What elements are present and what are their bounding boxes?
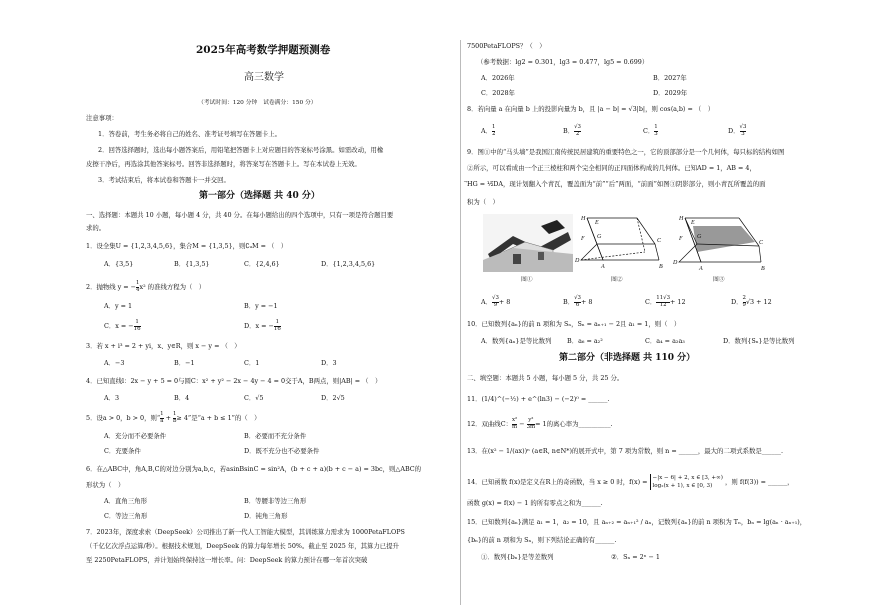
- q1-option-c: C．{2,4,6}: [244, 260, 280, 268]
- svg-text:A: A: [699, 266, 703, 272]
- q5-option-b: B．必要而不充分条件: [244, 432, 307, 440]
- q15-statement-1: ①．数列{bₙ}是等差数列: [481, 553, 554, 561]
- q10-option-d: D．数列{Sₙ}是等比数列: [723, 337, 795, 345]
- q5-option-d: D．既不充分也不必要条件: [244, 447, 320, 455]
- q9-line: 积为（ ）: [467, 198, 499, 206]
- part2-intro: 二、填空题：本题共 5 小题，每小题 5 分，共 25 分。: [467, 374, 624, 382]
- svg-text:B: B: [659, 264, 663, 270]
- q6-option-a: A．直角三角形: [104, 497, 147, 505]
- q2-stem: [86, 281, 205, 293]
- q13-stem: 13．在(x² − 1/(ax))ⁿ (a∈R, n∈N*)的展开式中，第 7 项为常数，则 n = ______，最大的二项式系数是______.: [467, 447, 783, 455]
- q3-option-c: C．1: [244, 359, 260, 367]
- q7-line: 至 2250PetaFLOPS，并计划始终保持这一增长率。问：DeepSeek 的算力预计在哪一年首次突破: [86, 556, 368, 564]
- q7-line: （千亿亿次浮点运算/秒）。根据技术规划，DeepSeek 的算力每年增长 50%。截止至 2025 年，其算力已提升: [86, 542, 399, 550]
- notes-item: 皮擦干净后，再选涂其他答案标号。回答非选择题时，将答案写在答题卡上。写在本试卷上无效。: [86, 160, 361, 168]
- notes-item: 3．考试结束后，将本试卷和答题卡一并交回。: [98, 176, 230, 184]
- q6-option-b: B．等腰非等边三角形: [244, 497, 307, 505]
- q4-stem: 4．已知直线l：2x − y + 5 = 0与圆C：x² + y² − 2x − 4y − 4 = 0交于A，B两点，则|AB| = （ ）: [86, 377, 382, 385]
- q6-stem-cont: 形状为（ ）: [86, 481, 125, 489]
- q4-option-c: C．√5: [244, 394, 264, 402]
- svg-text:D: D: [575, 258, 580, 264]
- q3-option-d: D．3: [321, 359, 337, 367]
- q7-line: 7500PetaFLOPS？（ ）: [467, 42, 546, 50]
- q4-option-b: B．4: [174, 394, 190, 402]
- exam-title: 2025年高考数学押题预测卷: [196, 44, 331, 56]
- q11-stem: 11．(1/4)^(−½) + e^(ln3) − (−2)⁰ = ______.: [467, 395, 610, 403]
- q6-stem: 6．在△ABC中，角A,B,C的对边分别为a,b,c，若asinBsinC = sin²A，(b + c + a)(b + c − a) = 3bc，则△ABC的: [86, 465, 422, 473]
- exam-subtitle: 高三数学: [244, 72, 284, 83]
- right-column: [463, 0, 835, 615]
- q9-option-d: D． $\frac{2}{9}$ √3 + 12: [731, 295, 772, 308]
- q7-reference-data: （参考数据：lg2 = 0.301，lg3 = 0.477，lg5 = 0.699）: [477, 58, 649, 66]
- q3-option-b: B．−1: [174, 359, 195, 367]
- q9-line: ⃗HG = ½⃗DA，现计划翻入个青瓦，覆盖面为“前”“后”两面，“前面”如图③阴影部分，则小青瓦所覆盖的面: [467, 180, 766, 188]
- q9-option-a: A． $\frac{√3}{9}$ + 8: [481, 295, 511, 308]
- q14-stem: 14．已知函数 f(x)是定义在R上的奇函数，当 x ≥ 0 时，f(x) = −|x − 6| + 2, x ∈ [3, +∞) log₂(x + 1), x ∈ [0, 3) ，则 f(f(3)) = ______，: [467, 475, 794, 489]
- q10-option-b: B．a₆ = a₂²: [567, 337, 603, 345]
- q10-option-c: C．a₄ = a₂a₃: [645, 337, 685, 345]
- q14-case-2: log₂(x + 1), x ∈ [0, 3): [652, 483, 713, 489]
- q2-option-a: A．y = 1: [104, 302, 133, 310]
- figure-2-caption: 图②: [611, 277, 623, 283]
- svg-text:H: H: [581, 216, 586, 222]
- q15-line: {bₙ}的前 n 项和为 Sₙ，则下列结论正确的有______.: [467, 536, 617, 544]
- q7-line: 7．2023年，深度求索（DeepSeek）公司推出了新一代人工智能大模型，其训练算力需求为 1000PetaFLOPS: [86, 528, 405, 536]
- svg-text:D: D: [673, 260, 678, 266]
- svg-text:H: H: [679, 216, 684, 222]
- q7-option-b: B．2027年: [653, 74, 687, 82]
- q7-option-d: D．2029年: [653, 89, 688, 97]
- q12-stem: 12．双曲线C： $\frac{\text{x²}}{m}$ − $\frac{\text{y²}}{3m}$ = 1的离心率为__________.: [467, 417, 613, 430]
- part1-intro: 一、选择题：本题共 10 小题，每小题 4 分，共 40 分。在每小题给出的四个选项中，只有一项是符合题目要: [86, 211, 394, 219]
- svg-text:E: E: [595, 220, 599, 226]
- q1-option-a: A．{3,5}: [104, 260, 134, 268]
- left-column: [86, 0, 458, 615]
- horse-head-wall-photo: [483, 214, 573, 272]
- svg-text:C: C: [657, 238, 662, 244]
- svg-text:A: A: [601, 264, 605, 270]
- q9-line: ②所示，可以看成由一个正三棱柱和两个完全相同的正四面体构成的几何体。已知AD = 1，AB = 4，: [467, 164, 756, 172]
- q6-option-c: C．等边三角形: [104, 512, 148, 520]
- svg-text:F: F: [581, 236, 585, 242]
- q9-option-c: C． $\frac{11√3}{12}$ + 12: [645, 295, 686, 308]
- notes-label: 注意事项：: [86, 114, 118, 122]
- figure-3-caption: 图③: [713, 277, 725, 283]
- q6-option-d: D．钝角三角形: [244, 512, 288, 520]
- q10-option-a: A．数列{aₙ}是等比数列: [481, 337, 552, 345]
- q3-stem: 3．若 x + i³ = 2 + yi，x、y∈R，则 x − y = （ ）: [86, 342, 241, 350]
- q14-case-1: −|x − 6| + 2, x ∈ [3, +∞): [652, 475, 723, 481]
- q5-option-c: C．充要条件: [104, 447, 141, 455]
- q1-option-d: D．{1,2,3,4,5,6}: [321, 260, 376, 268]
- q7-option-a: A．2026年: [481, 74, 515, 82]
- svg-text:F: F: [679, 236, 683, 242]
- svg-text:E: E: [691, 220, 695, 226]
- q10-stem: 10．已知数列{aₙ}的前 n 项和为 Sₙ，Sₙ = aₙ₊₁ − 2且 a₁ = 1，则（ ）: [467, 320, 681, 328]
- q5-stem: 5．设a > 0，b > 0，则“ $\frac{1}{a}$ + $\frac{1}{b}$ ≥ 4”是“a + b ≤ 1”的（ ）: [86, 411, 261, 424]
- q7-option-c: C．2028年: [481, 89, 515, 97]
- notes-item: 1．答卷前，考生务必将自己的姓名、准考证号填写在答题卡上。: [98, 130, 282, 138]
- q8-option-c: C． $\frac{1}{3}$: [643, 124, 658, 137]
- part1-heading: 第一部分（选择题 共 40 分）: [199, 191, 320, 201]
- svg-text:C: C: [759, 240, 764, 246]
- q2-option-d: D．x = − $\frac{1}{16}$: [244, 319, 281, 332]
- part1-intro-cont: 求的。: [86, 224, 106, 232]
- svg-text:G: G: [697, 234, 702, 240]
- part2-heading: 第二部分（非选择题 共 110 分）: [559, 353, 696, 363]
- q15-statement-2: ②．Sₙ = 2ⁿ − 1: [611, 553, 660, 561]
- q2-option-b: B．y = −1: [244, 302, 278, 310]
- svg-text:B: B: [761, 266, 765, 272]
- q5-option-a: A．充分而不必要条件: [104, 432, 167, 440]
- svg-text:G: G: [597, 234, 602, 240]
- figure-2-diagram: [575, 212, 665, 272]
- column-divider: [460, 40, 461, 605]
- q15-line: 15．已知数列{aₙ}满足 a₁ = 1，a₂ = 10，且 aₙ₊₂ = aₙ₊₁² / aₙ，记数列{aₙ}的前 n 项积为 Tₙ，bₙ = lg(aₙ · aₙ₊₁)，: [467, 518, 807, 526]
- q1-stem: 1．设全集U = {1,2,3,4,5,6}，集合M = {1,3,5}，则∁ᵤM = （ ）: [86, 242, 288, 250]
- figure-3-diagram: [671, 212, 767, 272]
- exam-info: （考试时间：120 分钟 试卷满分：150 分）: [198, 100, 317, 106]
- q8-option-d: D． $\frac{√3}{3}$: [728, 124, 747, 137]
- q9-line: 9．图①中的“马头墙”是我国江南传统民居建筑的重要特色之一，它的顶部部分是一个几何体，每只标的结构如图: [467, 148, 785, 156]
- q1-option-b: B．{1,3,5}: [174, 260, 210, 268]
- q8-option-b: B． $\frac{√3}{2}$: [563, 124, 581, 137]
- q9-option-b: B． $\frac{√3}{6}$ + 8: [563, 295, 593, 308]
- q8-stem: 8．若向量 a 在向量 b 上的投影向量为 b，且 |a − b| = √3|b|，则 cos⟨a,b⟩ = （ ）: [467, 105, 715, 113]
- q2-fraction: $\frac{1}{4}$: [136, 280, 140, 293]
- notes-item: 2．回答选择题时，选出每小题答案后，用铅笔把答题卡上对应题目的答案标号涂黑。如需改动，用橡: [98, 146, 384, 154]
- q2-stem-pre: 2．抛物线 y = −: [86, 283, 137, 292]
- q2-option-c: C．x = − $\frac{1}{16}$: [104, 319, 141, 332]
- q4-option-d: D．2√5: [321, 394, 345, 402]
- q14-stem-cont: 函数 g(x) = f(x) − 1 的所有零点之和为______.: [467, 499, 603, 507]
- q2-stem-post: x² 的准线方程为（ ）: [139, 283, 206, 292]
- q8-option-a: A． $\frac{1}{2}$: [481, 124, 496, 137]
- q4-option-a: A．3: [104, 394, 120, 402]
- q3-option-a: A．−3: [104, 359, 125, 367]
- figure-1-caption: 图①: [521, 277, 533, 283]
